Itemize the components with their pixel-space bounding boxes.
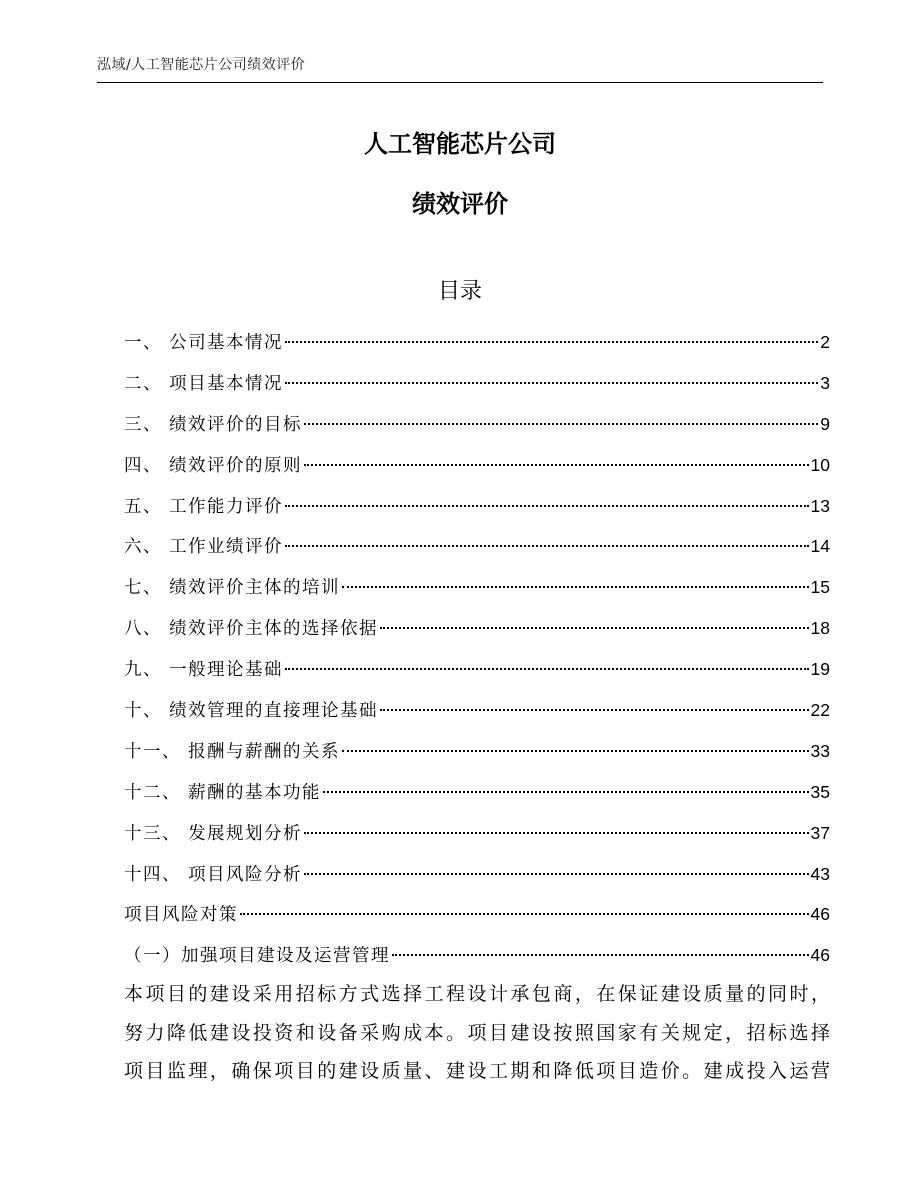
toc-entry-page: 43	[810, 863, 830, 884]
toc-entry-page: 15	[810, 577, 830, 598]
toc-entry-page: 46	[810, 945, 830, 966]
toc-entry[interactable]	[124, 935, 830, 976]
document-title: 人工智能芯片公司	[364, 130, 556, 158]
toc-entry[interactable]	[124, 772, 830, 813]
toc-leader-dots	[392, 954, 809, 956]
toc-entry-page: 35	[810, 781, 830, 802]
toc-entry-label: 六、 工作业绩评价	[124, 537, 284, 558]
toc-entry-label: 二、 项目基本情况	[124, 373, 284, 394]
toc-entry-page: 3	[820, 372, 830, 393]
toc-entry-page: 9	[820, 413, 830, 434]
toc-entry[interactable]	[124, 854, 830, 895]
toc-leader-dots	[304, 423, 818, 425]
toc-leader-dots	[240, 913, 809, 915]
toc-entry-label: （一）加强项目建设及运营管理	[124, 946, 390, 967]
toc-entry-page: 13	[810, 495, 830, 516]
toc-entry[interactable]	[124, 649, 830, 690]
toc-entry[interactable]	[124, 486, 830, 527]
body-line: 项目监理，确保项目的建设质量、建设工期和降低项目造价。建成投入运营	[124, 1060, 830, 1082]
body-line: 本项目的建设采用招标方式选择工程设计承包商，在保证建设质量的同时，	[124, 983, 830, 1005]
toc-entry-label: 十四、 项目风险分析	[124, 864, 303, 885]
toc-entry-page: 22	[810, 700, 830, 721]
toc-entry-page: 19	[810, 659, 830, 680]
toc-entry-page: 37	[810, 822, 830, 843]
toc-entry-label: 九、 一般理论基础	[124, 660, 284, 681]
toc-entry-page: 14	[810, 536, 830, 557]
toc-leader-dots	[304, 873, 808, 875]
running-header: 泓域/人工智能芯片公司绩效评价	[97, 57, 306, 73]
toc-entry-label: 三、 绩效评价的目标	[124, 414, 303, 435]
toc-leader-dots	[380, 627, 808, 629]
toc-entry-page: 46	[810, 904, 830, 925]
toc-leader-dots	[304, 832, 808, 834]
toc-entry[interactable]	[124, 731, 830, 772]
header-divider	[97, 82, 823, 83]
toc-entry-label: 十三、 发展规划分析	[124, 823, 303, 844]
toc-entry-label: 十、 绩效管理的直接理论基础	[124, 701, 379, 722]
toc-leader-dots	[285, 668, 808, 670]
toc-entry[interactable]	[124, 894, 830, 935]
toc-entry[interactable]	[124, 445, 830, 486]
toc-entry-label: 五、 工作能力评价	[124, 496, 284, 517]
toc-leader-dots	[285, 341, 818, 343]
toc-entry[interactable]	[124, 608, 830, 649]
document-subtitle: 绩效评价	[412, 190, 508, 218]
toc-entry-page: 2	[820, 332, 830, 352]
toc-entry[interactable]	[124, 526, 830, 567]
toc-entry-label: 七、 绩效评价主体的培训	[124, 578, 341, 599]
toc-entry-label: 十一、 报酬与薪酬的关系	[124, 741, 341, 762]
toc-leader-dots	[323, 791, 808, 793]
body-line: 努力降低建设投资和设备采购成本。项目建设按照国家有关规定，招标选择	[124, 1021, 830, 1044]
toc-entry-page: 18	[810, 618, 830, 639]
toc-entry[interactable]	[124, 363, 830, 404]
toc-entry[interactable]	[124, 322, 830, 363]
toc-entry[interactable]	[124, 404, 830, 445]
body-paragraph	[124, 975, 830, 1091]
toc-leader-dots	[285, 505, 808, 507]
toc-entry-label: 一、 公司基本情况	[124, 333, 284, 353]
toc-entry[interactable]	[124, 690, 830, 731]
toc-leader-dots	[285, 382, 818, 384]
toc-entry-label: 项目风险对策	[124, 905, 238, 926]
toc-heading: 目录	[437, 279, 482, 304]
toc-entry[interactable]	[124, 813, 830, 854]
toc-leader-dots	[342, 586, 808, 588]
toc-leader-dots	[380, 709, 808, 711]
toc-entry-label: 八、 绩效评价主体的选择依据	[124, 619, 379, 640]
toc-entry-label: 十二、 薪酬的基本功能	[124, 782, 322, 803]
table-of-contents	[124, 322, 830, 976]
toc-entry[interactable]	[124, 567, 830, 608]
toc-leader-dots	[285, 545, 808, 547]
toc-leader-dots	[342, 750, 808, 752]
toc-leader-dots	[304, 464, 808, 466]
toc-entry-page: 33	[810, 740, 830, 761]
toc-entry-label: 四、 绩效评价的原则	[124, 455, 303, 476]
toc-entry-page: 10	[810, 454, 830, 475]
